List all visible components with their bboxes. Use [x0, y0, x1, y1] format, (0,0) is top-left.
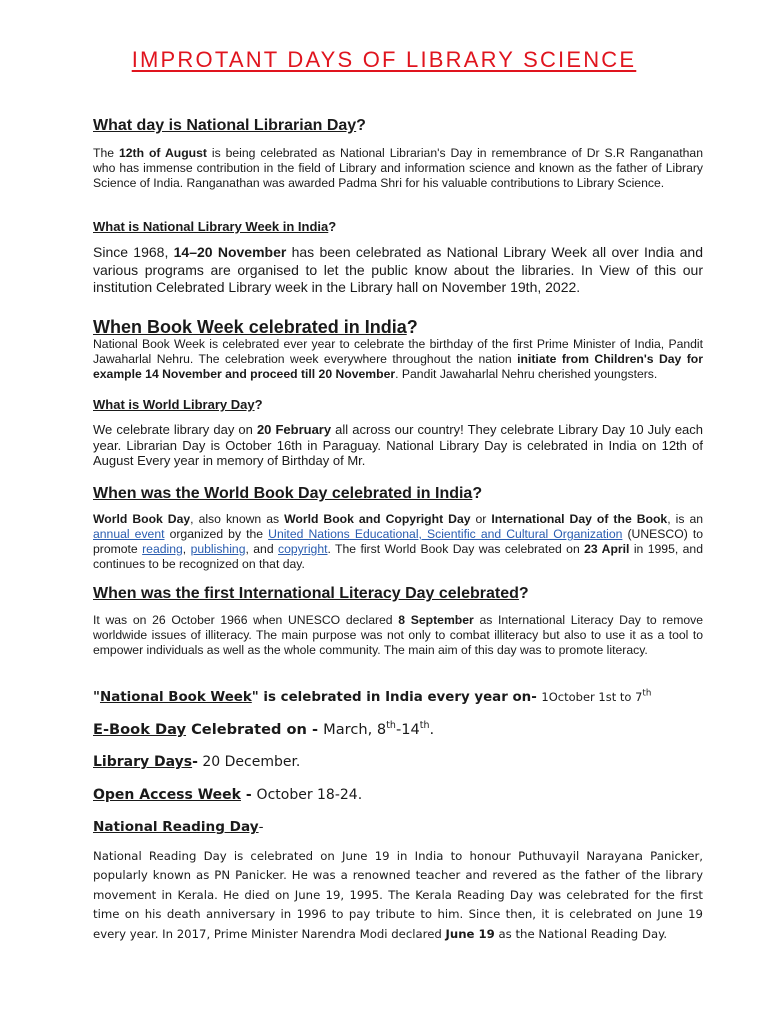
- heading-tail: ?: [328, 219, 337, 234]
- superscript: th: [386, 720, 396, 732]
- heading-text: What is National Library Week in India: [93, 219, 329, 234]
- heading-text: What is World Library Day: [93, 397, 255, 412]
- text: as the National Reading Day.: [494, 926, 668, 941]
- text-bold: World Book Day: [93, 512, 191, 526]
- paragraph-book-week: [93, 337, 703, 382]
- text: in 1995, and continues to be recognized on that day.: [93, 542, 703, 571]
- text: is being celebrated as National Librarian's Day in remembrance of Dr S.R Ranganathan who has immense contribution in the field of Library and information science and known as the father of Library Science of India. Ranganathan was awarded Padma Shri for his valuable contributions to Library Science.: [93, 146, 703, 190]
- text-bold: 20 February: [256, 422, 332, 437]
- document-title: IMPROTANT DAYS OF LIBRARY SCIENCE: [131, 47, 637, 72]
- text: , is an: [667, 512, 703, 526]
- text: , and: [245, 542, 279, 556]
- heading-national-reading-day: [93, 817, 703, 837]
- text: as International Literacy Day to remove worldwide issues of illiteracy. The main purpose was not only to combat illiteracy but also to use it as a tool to empower individuals as well as the whole community. The main aim of this day was to promote literacy.: [93, 613, 704, 657]
- text-bold: World Book and Copyright Day: [284, 512, 471, 526]
- superscript: th: [642, 688, 652, 699]
- heading-tail: ?: [406, 317, 418, 337]
- heading-literacy-day: [93, 584, 703, 604]
- fact-value: 20 December.: [197, 754, 301, 770]
- paragraph-world-book-day: [93, 512, 703, 572]
- paragraph-national-librarian-day: [93, 146, 703, 191]
- quote: ": [93, 690, 100, 705]
- heading-text: When Book Week celebrated in India: [93, 317, 407, 337]
- text-bold: initiate from Children's Day for example 14 November and proceed till 20 November: [93, 352, 703, 381]
- text: , also known as: [190, 512, 285, 526]
- link-copyright[interactable]: copyright: [278, 542, 328, 556]
- superscript: th: [419, 720, 430, 732]
- text: . Pandit Jawaharlal Nehru cherished youngsters.: [395, 367, 658, 381]
- text-bold: 23 April: [584, 542, 630, 556]
- heading-tail: ?: [356, 117, 366, 134]
- fact-value: 1October 1st to 7: [541, 690, 643, 704]
- text-bold: 14–20 November: [173, 244, 287, 260]
- heading-tail: -: [258, 819, 264, 835]
- text: It was on 26 October 1966 when UNESCO declared: [93, 613, 399, 627]
- text: . The first World Book Day was celebrated on: [327, 542, 585, 556]
- text: all across our country! They celebrate Library Day 10 July each year. Librarian Day is October 16th in Paraguay. National Library Day is celebrated in India on 12th of August Every year in memory of Birthday of Mr.: [93, 422, 704, 469]
- text-bold: June 19: [445, 926, 495, 941]
- fact-value: October 18-24.: [256, 787, 363, 803]
- fact-value: -14: [395, 721, 420, 738]
- fact-label-tail: Celebrated on -: [186, 721, 324, 738]
- fact-label: Open Access Week: [93, 787, 241, 803]
- text: National Book Week is celebrated ever year to celebrate the birthday of the first Prime Minister of India, Pandit Jawaharlal Nehru. The celebration week everywhere throughout the nation: [93, 337, 703, 366]
- text: or: [470, 512, 492, 526]
- link-unesco[interactable]: United Nations Educational, Scientific and Cultural Organization: [268, 527, 623, 541]
- heading-world-book-day: [93, 484, 703, 504]
- text: ,: [182, 542, 191, 556]
- text: We celebrate library day on: [93, 422, 257, 437]
- fact-label-tail: " is celebrated in India every year on-: [251, 690, 542, 705]
- text: has been celebrated as National Library Week all over India and various programs are organised to let the public know about the libraries. In View of this our institution Celebrated Library week in the Library hall on November 19th, 2022.: [93, 244, 703, 295]
- fact-label: Library Days: [93, 754, 193, 770]
- link-annual-event[interactable]: annual event: [93, 527, 165, 541]
- text-bold: International Day of the Book: [491, 512, 668, 526]
- paragraph-national-library-week: [93, 244, 703, 297]
- heading-tail: ?: [518, 585, 529, 602]
- text: Since 1968,: [93, 244, 174, 260]
- heading-text: When was the first International Literacy Day celebrated: [93, 585, 519, 602]
- text-bold: 8 September: [398, 613, 474, 627]
- heading-text: When was the World Book Day celebrated in India: [93, 485, 473, 502]
- heading-tail: ?: [254, 397, 263, 412]
- text: National Reading Day is celebrated on June 19 in India to honour Puthuvayil Narayana Panicker, popularly known as PN Panicker. He was a renowned teacher and revered as the father of the library movement in Kerala. He died on June 19, 1995. The Kerala Reading Day was celebrated for the first time on his death anniversary in 1996 to pay tribute to him. Since then, it is celebrated on June 19 every year. In 2017, Prime Minister Narendra Modi declared: [93, 849, 703, 941]
- heading-world-library-day: [93, 396, 703, 413]
- fact-label-tail: -: [240, 787, 257, 803]
- link-reading[interactable]: reading: [142, 542, 183, 556]
- fact-value: .: [429, 721, 435, 738]
- heading-text: National Reading Day: [93, 819, 259, 835]
- heading-book-week: [93, 316, 703, 338]
- fact-ebook-day: [93, 720, 703, 740]
- link-publishing[interactable]: publishing: [190, 542, 246, 556]
- heading-text: What day is National Librarian Day: [93, 117, 357, 134]
- text: organized by the: [164, 527, 269, 541]
- fact-label: E-Book Day: [93, 721, 187, 738]
- text: (UNESCO) to promote: [93, 527, 703, 556]
- fact-value: March, 8: [323, 721, 387, 738]
- fact-open-access-week: [93, 785, 703, 805]
- fact-library-days: [93, 752, 703, 772]
- fact-national-book-week: [93, 688, 733, 707]
- text: The: [93, 146, 119, 160]
- heading-tail: ?: [472, 485, 483, 502]
- paragraph-national-reading-day: [93, 847, 703, 944]
- text-bold: 12th of August: [118, 146, 207, 160]
- paragraph-literacy-day: [93, 613, 703, 658]
- heading-national-librarian-day: [93, 116, 703, 136]
- fact-label: National Book Week: [99, 690, 252, 705]
- heading-national-library-week: [93, 218, 703, 235]
- fact-label-tail: -: [192, 754, 198, 770]
- paragraph-world-library-day: [93, 422, 703, 469]
